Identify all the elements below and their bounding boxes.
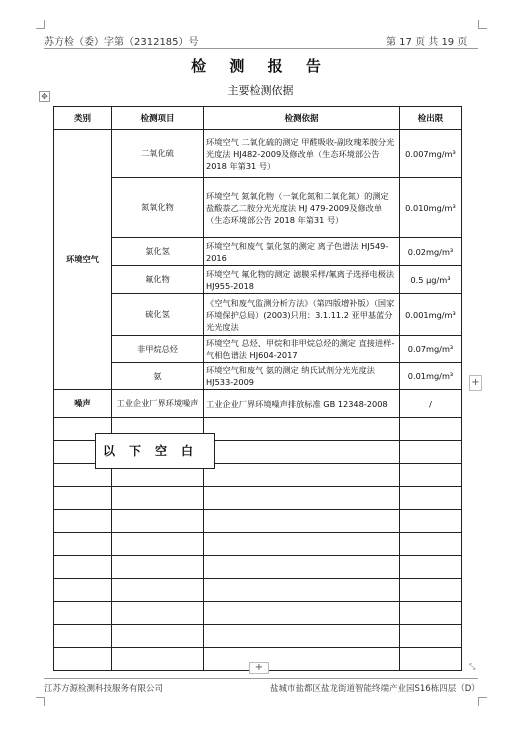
- margin-corner-mark: [36, 697, 45, 706]
- limit-cell: 0.001mg/m³: [400, 294, 462, 336]
- table-row: [54, 178, 462, 238]
- item-cell: 氮氧化物: [112, 178, 204, 238]
- blank-below-note: 以下空白: [95, 433, 215, 469]
- category-cell: 噪声: [54, 390, 112, 418]
- report-title: 检 测 报 告: [191, 57, 330, 75]
- item-cell: 氯化氢: [112, 238, 204, 266]
- report-subtitle: 主要检测依据: [227, 84, 294, 97]
- basis-cell: 环境空气 氟化物的测定 滤膜采样/氟离子选择电极法 HJ955-2018: [204, 266, 400, 294]
- margin-corner-mark: [478, 697, 487, 706]
- add-column-plus-icon[interactable]: +: [249, 662, 269, 674]
- table-resize-handle-icon[interactable]: ⤡: [469, 662, 476, 671]
- table-move-handle-icon[interactable]: ✥: [39, 91, 50, 102]
- empty-row: [54, 487, 462, 510]
- column-header-basis: 检测依据: [204, 107, 400, 130]
- table-row: [54, 294, 462, 336]
- empty-row: [54, 625, 462, 648]
- basis-cell: 环境空气 二氧化硫的测定 甲醛吸收-副玫瑰苯胺分光光度法 HJ482-2009及修改单（生态环境部公告 2018 年第31 号）: [204, 130, 400, 178]
- table-header-row: [54, 107, 462, 130]
- empty-row: [54, 579, 462, 602]
- column-header-category: 类别: [54, 107, 112, 130]
- limit-cell: 0.01mg/m³: [400, 363, 462, 390]
- item-cell: 二氧化硫: [112, 130, 204, 178]
- basis-cell: 工业企业厂界环境噪声排放标准 GB 12348-2008: [204, 390, 400, 418]
- basis-cell: 环境空气 氮氧化物（一氧化氮和二氧化氮）的测定 盐酸萘乙二胺分光光度法 HJ 479-2009及修改单（生态环境部公告 2018 年第31 号）: [204, 178, 400, 238]
- table-row: [54, 130, 462, 178]
- margin-corner-mark: [478, 20, 487, 29]
- item-cell: 氨: [112, 363, 204, 390]
- empty-row: [54, 510, 462, 533]
- company-name: 江苏方源检测科技服务有限公司: [44, 684, 164, 694]
- limit-cell: 0.010mg/m³: [400, 178, 462, 238]
- limit-cell: /: [400, 390, 462, 418]
- basis-cell: 《空气和废气监测分析方法》（第四版增补版）（国家环境保护总局）(2003)只用：3.1.11.2 亚甲基蓝分光光度法: [204, 294, 400, 336]
- table-row: [54, 238, 462, 266]
- limit-cell: 0.07mg/m³: [400, 336, 462, 363]
- margin-corner-mark: [36, 20, 45, 29]
- empty-row: [54, 602, 462, 625]
- header-divider: [44, 48, 478, 49]
- item-cell: 非甲烷总烃: [112, 336, 204, 363]
- limit-cell: 0.007mg/m³: [400, 130, 462, 178]
- category-cell: 环境空气: [54, 130, 112, 390]
- company-address: 盐城市盐都区盐龙街道智能终端产业园S16栋四层（D）: [270, 684, 480, 694]
- detection-basis-table: [53, 106, 462, 671]
- limit-cell: 0.02mg/m³: [400, 238, 462, 266]
- basis-cell: 环境空气 总烃、甲烷和非甲烷总烃的测定 直接进样-气相色谱法 HJ604-2017: [204, 336, 400, 363]
- table-row: [54, 336, 462, 363]
- limit-cell: 0.5 μg/m³: [400, 266, 462, 294]
- empty-row: [54, 556, 462, 579]
- page-number: 第 17 页 共 19 页: [386, 37, 468, 48]
- table-row: [54, 266, 462, 294]
- table-row: [54, 363, 462, 390]
- item-cell: 硫化氢: [112, 294, 204, 336]
- item-cell: 氟化物: [112, 266, 204, 294]
- column-header-item: 检测项目: [112, 107, 204, 130]
- footer-divider: [44, 678, 478, 679]
- empty-row: [54, 533, 462, 556]
- item-cell: 工业企业厂界环境噪声: [112, 390, 204, 418]
- table-row: [54, 390, 462, 418]
- column-header-limit: 检出限: [400, 107, 462, 130]
- report-number: 苏方检（委）字第（2312185）号: [44, 37, 199, 48]
- add-row-plus-icon[interactable]: +: [469, 375, 482, 391]
- basis-cell: 环境空气和废气 氨的测定 纳氏试剂分光光度法 HJ533-2009: [204, 363, 400, 390]
- basis-cell: 环境空气和废气 氯化氢的测定 离子色谱法 HJ549-2016: [204, 238, 400, 266]
